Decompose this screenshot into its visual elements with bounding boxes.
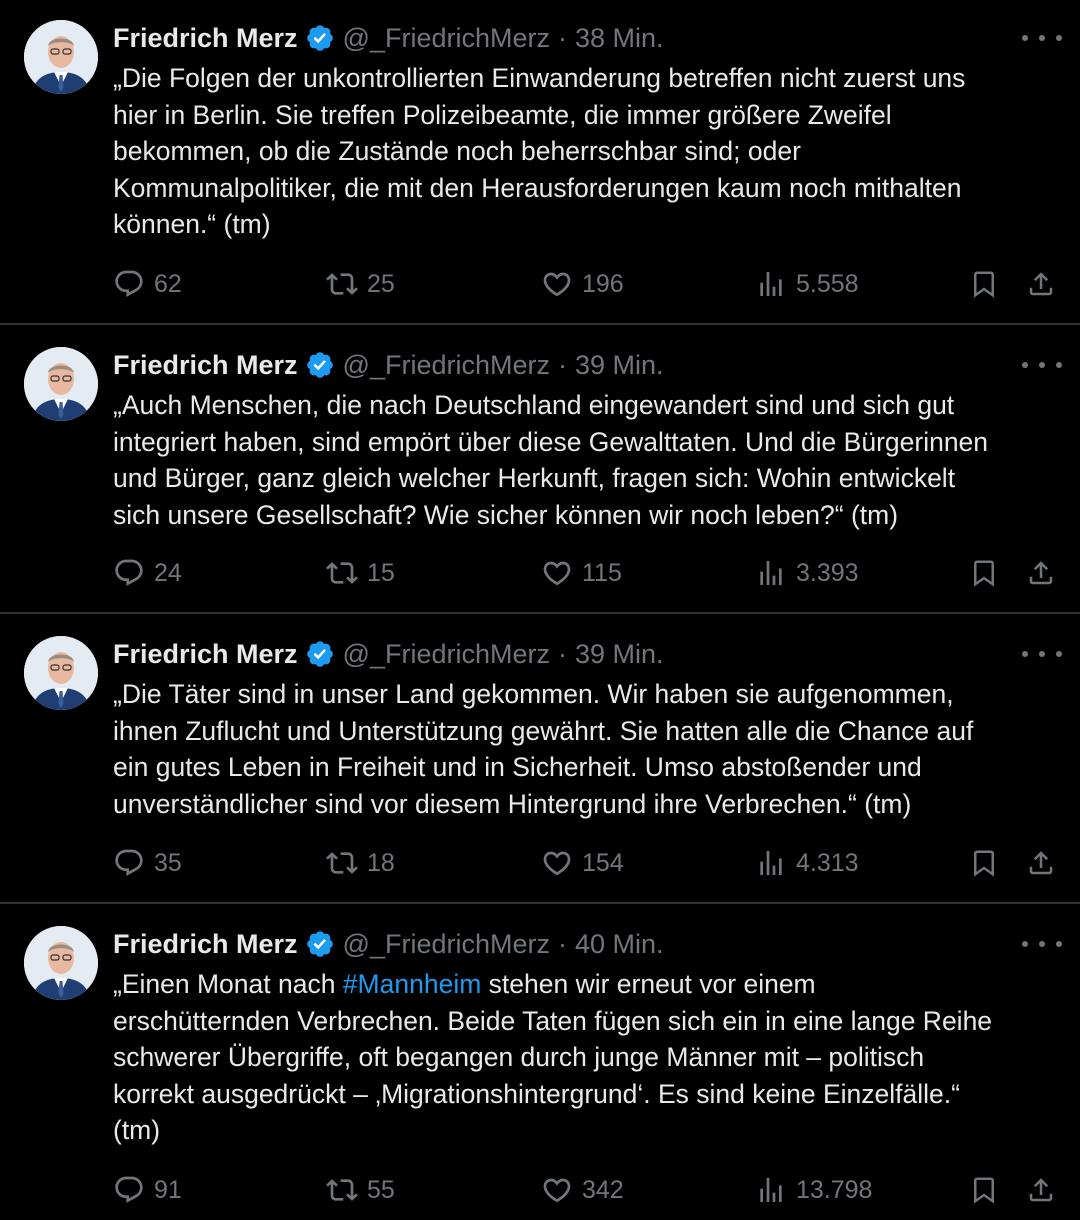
tweet-4[interactable]: [0, 904, 1080, 1220]
reply-count: 62: [154, 269, 182, 298]
hashtag-link[interactable]: #Mannheim: [342, 969, 482, 999]
like-count: 342: [582, 1175, 624, 1204]
reply-count: 24: [154, 558, 182, 587]
text-part: „Die Täter sind in unser Land gekommen. Wir haben sie aufgenommen, ihnen Zuflucht und Unterstützung gewährt. Sie hatten alle die Chance auf ein gutes Leben in Freiheit und in Sicherheit. Umso abstoßender und unverständlicher sind vor diesem Hintergrund ihre Verbrechen.“ (tm): [113, 679, 974, 819]
repost-icon: [326, 268, 358, 300]
action-bar: [0, 843, 1080, 883]
reply-icon: [113, 557, 145, 589]
reply-button[interactable]: [113, 1170, 182, 1210]
more-options-icon[interactable]: [1022, 26, 1062, 50]
views-chart-icon: [755, 268, 787, 300]
view-count: 13.798: [796, 1175, 873, 1204]
avatar[interactable]: [24, 347, 98, 421]
tweet-header: [113, 924, 664, 964]
tweet-text: [113, 60, 1058, 243]
profile-photo-icon: [24, 347, 98, 421]
like-button[interactable]: [541, 843, 624, 883]
author-name[interactable]: Friedrich Merz: [113, 928, 298, 959]
profile-photo-icon: [24, 636, 98, 710]
action-bar: [0, 1170, 1080, 1210]
avatar[interactable]: [24, 926, 98, 1000]
bookmark-icon: [969, 848, 999, 878]
meta-separator: ·: [558, 22, 567, 53]
like-count: 115: [582, 558, 622, 587]
action-bar: [0, 553, 1080, 593]
repost-count: 18: [367, 848, 395, 877]
verified-badge-icon: [305, 929, 335, 959]
repost-button[interactable]: [326, 553, 395, 593]
reply-icon: [113, 268, 145, 300]
meta-separator: ·: [558, 928, 567, 959]
verified-badge-icon: [305, 350, 335, 380]
heart-icon: [541, 557, 573, 589]
heart-icon: [541, 847, 573, 879]
bookmark-icon: [969, 1175, 999, 1205]
tweet-text: [113, 387, 1058, 533]
repost-button[interactable]: [326, 843, 395, 883]
tweet-1[interactable]: [0, 0, 1080, 323]
bookmark-button[interactable]: [964, 553, 1004, 593]
author-handle[interactable]: @_FriedrichMerz: [342, 638, 550, 669]
text-part: „Einen Monat nach: [113, 969, 343, 999]
repost-icon: [326, 557, 358, 589]
reply-icon: [113, 847, 145, 879]
share-button[interactable]: [1021, 843, 1061, 883]
tweet-header: [113, 345, 664, 385]
author-name[interactable]: Friedrich Merz: [113, 638, 298, 669]
bookmark-button[interactable]: [964, 843, 1004, 883]
view-count: 3.393: [796, 558, 859, 587]
tweet-text: [113, 966, 1058, 1149]
meta-separator: ·: [558, 349, 567, 380]
share-icon: [1026, 848, 1056, 878]
bookmark-icon: [969, 269, 999, 299]
tweet-text: [113, 676, 1058, 822]
repost-button[interactable]: [326, 1170, 395, 1210]
more-options-icon[interactable]: [1022, 353, 1062, 377]
author-handle[interactable]: @_FriedrichMerz: [342, 349, 550, 380]
author-handle[interactable]: @_FriedrichMerz: [342, 22, 550, 53]
view-count: 4.313: [796, 848, 859, 877]
share-button[interactable]: [1021, 553, 1061, 593]
share-button[interactable]: [1021, 264, 1061, 304]
avatar[interactable]: [24, 636, 98, 710]
reply-button[interactable]: [113, 553, 182, 593]
views-chart-icon: [755, 557, 787, 589]
tweet-header: [113, 18, 664, 58]
text-part: „Auch Menschen, die nach Deutschland eingewandert sind und sich gut integriert haben, sind empört über diese Gewalttaten. Und die Bürgerinnen und Bürger, ganz gleich welcher Herkunft, fragen sich: Wohin entwickelt sich unsere Gesellschaft? Wie sicher können wir noch leben?“ (tm): [113, 390, 989, 530]
like-count: 154: [582, 848, 624, 877]
author-name[interactable]: Friedrich Merz: [113, 349, 298, 380]
like-button[interactable]: [541, 1170, 624, 1210]
reply-icon: [113, 1174, 145, 1206]
tweet-header: [113, 634, 664, 674]
like-button[interactable]: [541, 553, 622, 593]
views-button[interactable]: [755, 553, 859, 593]
more-options-icon[interactable]: [1022, 932, 1062, 956]
reply-count: 35: [154, 848, 182, 877]
bookmark-button[interactable]: [964, 1170, 1004, 1210]
repost-count: 55: [367, 1175, 395, 1204]
author-name[interactable]: Friedrich Merz: [113, 22, 298, 53]
repost-count: 25: [367, 269, 395, 298]
timestamp[interactable]: 39 Min.: [575, 638, 664, 669]
timestamp[interactable]: 38 Min.: [575, 22, 664, 53]
views-chart-icon: [755, 1174, 787, 1206]
share-icon: [1026, 269, 1056, 299]
share-icon: [1026, 558, 1056, 588]
repost-count: 15: [367, 558, 395, 587]
like-button[interactable]: [541, 264, 624, 304]
bookmark-icon: [969, 558, 999, 588]
bookmark-button[interactable]: [964, 264, 1004, 304]
share-icon: [1026, 1175, 1056, 1205]
text-part: „Die Folgen der unkontrollierten Einwanderung betreffen nicht zuerst uns hier in Berlin. Sie treffen Polizeibeamte, die immer größere Zweifel bekommen, ob die Zustände noch beherrschbar sind; oder Kommunalpolitiker, die mit den Herausforderungen kaum noch mithalten können.“ (tm): [113, 63, 966, 239]
tweet-2[interactable]: [0, 325, 1080, 612]
like-count: 196: [582, 269, 624, 298]
timestamp[interactable]: 39 Min.: [575, 349, 664, 380]
author-handle[interactable]: @_FriedrichMerz: [342, 928, 550, 959]
timestamp[interactable]: 40 Min.: [575, 928, 664, 959]
avatar[interactable]: [24, 20, 98, 94]
repost-button[interactable]: [326, 264, 395, 304]
repost-icon: [326, 847, 358, 879]
verified-badge-icon: [305, 639, 335, 669]
reply-button[interactable]: [113, 843, 182, 883]
repost-icon: [326, 1174, 358, 1206]
tweet-3[interactable]: [0, 614, 1080, 902]
action-bar: [0, 264, 1080, 304]
profile-photo-icon: [24, 926, 98, 1000]
share-button[interactable]: [1021, 1170, 1061, 1210]
heart-icon: [541, 1174, 573, 1206]
views-button[interactable]: [755, 843, 859, 883]
views-button[interactable]: [755, 1170, 872, 1210]
views-chart-icon: [755, 847, 787, 879]
reply-count: 91: [154, 1175, 182, 1204]
verified-badge-icon: [305, 23, 335, 53]
more-options-icon[interactable]: [1022, 642, 1062, 666]
text-part: stehen wir erneut vor einem erschütternden Verbrechen. Beide Taten fügen sich ein in eine lange Reihe schwerer Übergriffe, oft begangen durch junge Männer mit – politisch korrekt ausgedrückt – ‚Migrationshintergrund‘. Es sind keine Einzelfälle.“ (tm): [113, 969, 993, 1145]
view-count: 5.558: [796, 269, 859, 298]
profile-photo-icon: [24, 20, 98, 94]
views-button[interactable]: [755, 264, 859, 304]
heart-icon: [541, 268, 573, 300]
meta-separator: ·: [558, 638, 567, 669]
reply-button[interactable]: [113, 264, 182, 304]
